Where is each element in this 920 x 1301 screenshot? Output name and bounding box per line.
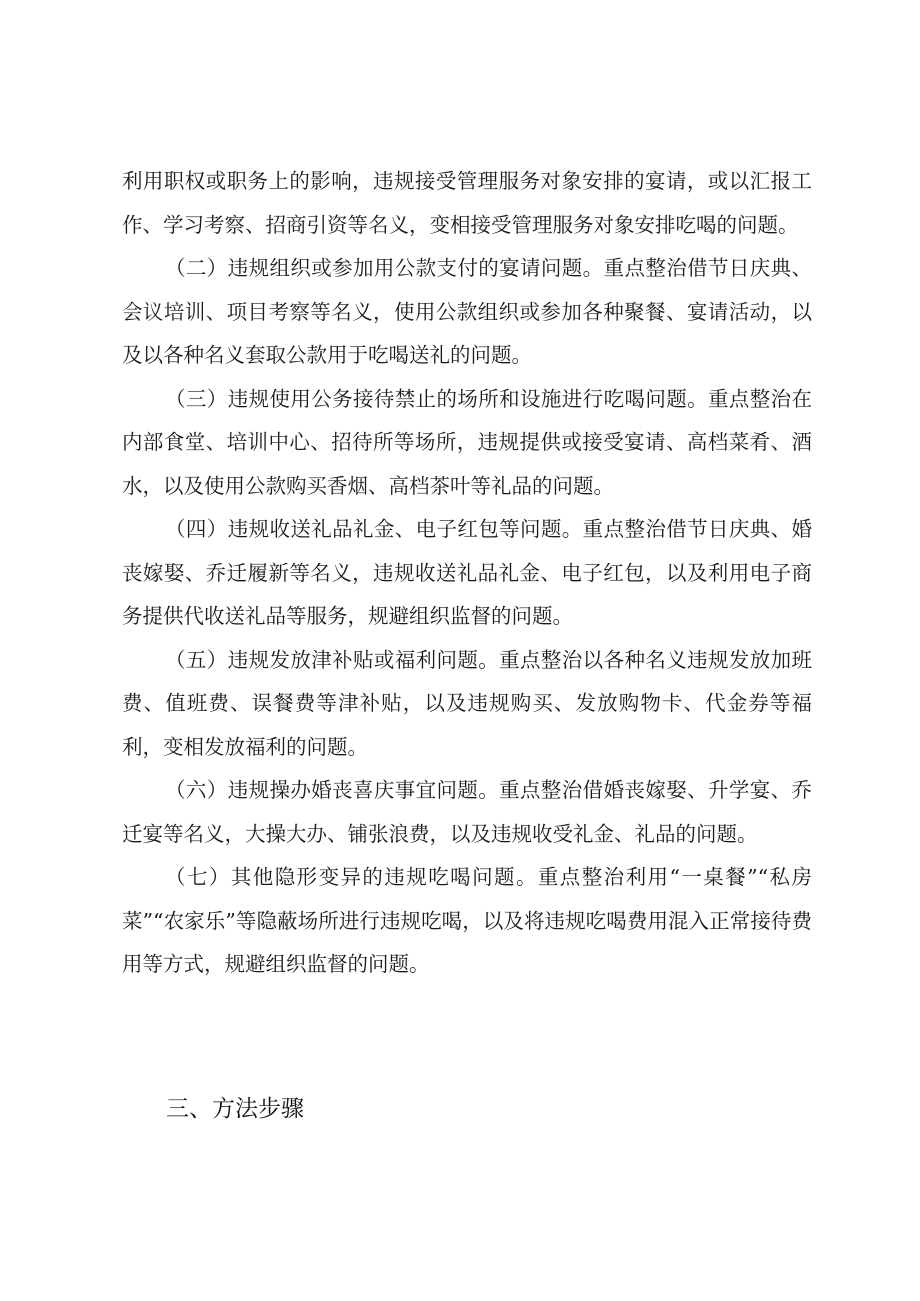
paragraph-item-3: （三）违规使用公务接待禁止的场所和设施进行吃喝问题。重点整治在内部食堂、培训中心、招待所等场所，违规提供或接受宴请、高档菜肴、酒水，以及使用公款购买香烟、高档茶叶等礼品的问题。 <box>122 386 812 498</box>
paragraph-item-4: （四）违规收送礼品礼金、电子红包等问题。重点整治借节日庆典、婚丧嫁娶、乔迁履新等名义，违规收送礼品礼金、电子红包，以及利用电子商务提供代收送礼品等服务，规避组织监督的问题。 <box>122 517 812 628</box>
paragraph-item-6: （六）违规操办婚丧喜庆事宜问题。重点整治借婚丧嫁娶、升学宴、乔迁宴等名义，大操大办、铺张浪费，以及违规收受礼金、礼品的问题。 <box>122 778 812 846</box>
paragraph-item-7: （七）其他隐形变异的违规吃喝问题。重点整治利用“一桌餐”“私房菜”“农家乐”等隐蔽场所进行违规吃喝，以及将违规吃喝费用混入正常接待费用等方式，规避组织监督的问题。 <box>122 865 812 976</box>
section-heading: 三、方法步骤 <box>166 1096 304 1122</box>
paragraph-item-5: （五）违规发放津补贴或福利问题。重点整治以各种名义违规发放加班费、值班费、误餐费等津补贴，以及违规购买、发放购物卡、代金券等福利，变相发放福利的问题。 <box>122 647 812 759</box>
paragraph-continuation: 利用职权或职务上的影响，违规接受管理服务对象安排的宴请，或以汇报工作、学习考察、招商引资等名义，变相接受管理服务对象安排吃喝的问题。 <box>122 169 812 237</box>
document-body <box>122 160 812 987</box>
paragraph-item-2: （二）违规组织或参加用公款支付的宴请问题。重点整治借节日庆典、会议培训、项目考察等名义，使用公款组织或参加各种聚餐、宴请活动，以及以各种名义套取公款用于吃喝送礼的问题。 <box>122 256 812 367</box>
